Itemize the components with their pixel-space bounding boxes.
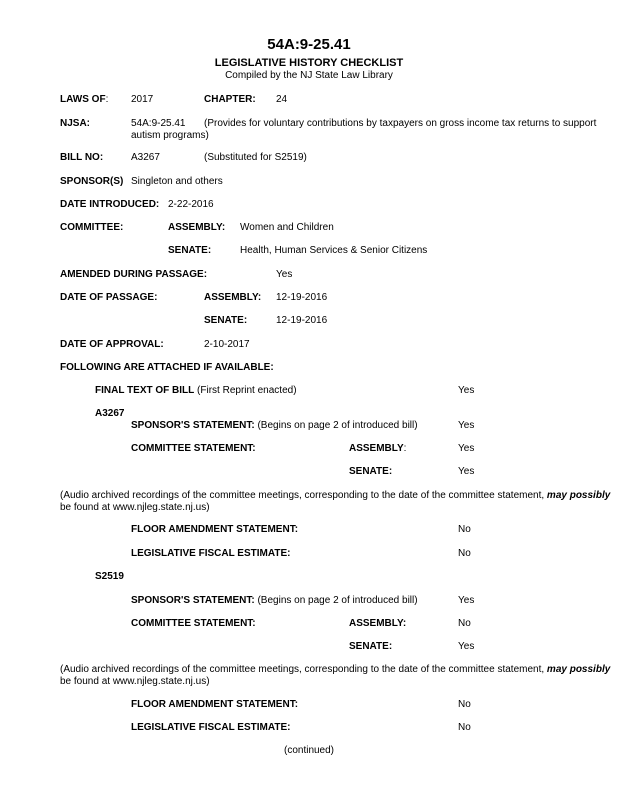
attached-heading: FOLLOWING ARE ATTACHED IF AVAILABLE: [60, 362, 274, 373]
sponsor-value: Singleton and others [131, 176, 223, 187]
passage-label: DATE OF PASSAGE: [60, 292, 158, 303]
a3267-audio-note-line1: (Audio archived recordings of the committee meetings, corresponding to the date of the committee statement, may possibly [60, 490, 611, 501]
a3267-committee-senate-value: Yes [458, 466, 475, 477]
s2519-bill-label: S2519 [95, 571, 124, 582]
a3267-committee-senate-label: SENATE: [349, 466, 393, 477]
statute-title: 54A:9-25.41 [267, 36, 351, 53]
s2519-audio-note-line2: be found at www.njleg.state.nj.us) [60, 676, 210, 687]
continued-note: (continued) [283, 745, 335, 756]
s2519-audio-note-line1: (Audio archived recordings of the committee meetings, corresponding to the date of the committee statement, may possibly [60, 664, 611, 675]
committee-label: COMMITTEE: [60, 222, 124, 233]
njsa-label: NJSA: [60, 118, 91, 129]
a3267-committee-statement-label: COMMITTEE STATEMENT: [131, 443, 256, 454]
passage-senate-label: SENATE: [204, 315, 248, 326]
passage-assembly-value: 12-19-2016 [276, 292, 328, 303]
final-text-label: FINAL TEXT OF BILL (First Reprint enacted) [95, 385, 297, 396]
s2519-sponsor-statement-label: SPONSOR'S STATEMENT: (Begins on page 2 of introduced bill) [131, 595, 418, 606]
passage-assembly-label: ASSEMBLY: [204, 292, 262, 303]
a3267-fiscal-estimate-value: No [458, 548, 471, 559]
a3267-committee-assembly-label: ASSEMBLY: [349, 443, 407, 454]
laws-of-label: LAWS OF: [60, 94, 109, 105]
bill-no-value: A3267 [131, 152, 160, 163]
njsa-description-line1: (Provides for voluntary contributions by taxpayers on gross income tax returns to support [204, 118, 597, 129]
a3267-floor-amendment-value: No [458, 524, 471, 535]
a3267-bill-label: A3267 [95, 408, 125, 419]
bill-no-label: BILL NO: [60, 152, 104, 163]
s2519-committee-assembly-value: No [458, 618, 471, 629]
a3267-audio-note-line2: be found at www.njleg.state.nj.us) [60, 502, 210, 513]
s2519-fiscal-estimate-value: No [458, 722, 471, 733]
s2519-committee-statement-label: COMMITTEE STATEMENT: [131, 618, 256, 629]
date-introduced-value: 2-22-2016 [168, 199, 214, 210]
a3267-sponsor-statement-value: Yes [458, 420, 475, 431]
s2519-committee-assembly-label: ASSEMBLY: [349, 618, 407, 629]
s2519-sponsor-statement-value: Yes [458, 595, 475, 606]
a3267-committee-assembly-value: Yes [458, 443, 475, 454]
committee-senate-label: SENATE: [168, 245, 212, 256]
amended-label: AMENDED DURING PASSAGE: [60, 269, 208, 280]
approval-value: 2-10-2017 [204, 339, 250, 350]
committee-senate-value: Health, Human Services & Senior Citizens [240, 245, 428, 256]
bill-no-note: (Substituted for S2519) [204, 152, 307, 163]
a3267-floor-amendment-label: FLOOR AMENDMENT STATEMENT: [131, 524, 299, 535]
s2519-floor-amendment-value: No [458, 699, 471, 710]
a3267-fiscal-estimate-label: LEGISLATIVE FISCAL ESTIMATE: [131, 548, 291, 559]
checklist-title: LEGISLATIVE HISTORY CHECKLIST [214, 57, 404, 69]
passage-senate-value: 12-19-2016 [276, 315, 328, 326]
njsa-description-line2: autism programs) [131, 130, 209, 141]
committee-assembly-value: Women and Children [240, 222, 334, 233]
laws-of-value: 2017 [131, 94, 154, 105]
committee-assembly-label: ASSEMBLY: [168, 222, 226, 233]
chapter-label: CHAPTER: [204, 94, 256, 105]
approval-label: DATE OF APPROVAL: [60, 339, 164, 350]
sponsor-label: SPONSOR(S) [60, 176, 124, 187]
njsa-value: 54A:9-25.41 [131, 118, 186, 129]
s2519-committee-senate-label: SENATE: [349, 641, 393, 652]
date-introduced-label: DATE INTRODUCED: [60, 199, 160, 210]
final-text-value: Yes [458, 385, 475, 396]
s2519-floor-amendment-label: FLOOR AMENDMENT STATEMENT: [131, 699, 299, 710]
s2519-fiscal-estimate-label: LEGISLATIVE FISCAL ESTIMATE: [131, 722, 291, 733]
s2519-committee-senate-value: Yes [458, 641, 475, 652]
a3267-sponsor-statement-label: SPONSOR'S STATEMENT: (Begins on page 2 of introduced bill) [131, 420, 418, 431]
compiled-by: Compiled by the NJ State Law Library [225, 70, 393, 81]
amended-value: Yes [276, 269, 293, 280]
chapter-value: 24 [276, 94, 288, 105]
